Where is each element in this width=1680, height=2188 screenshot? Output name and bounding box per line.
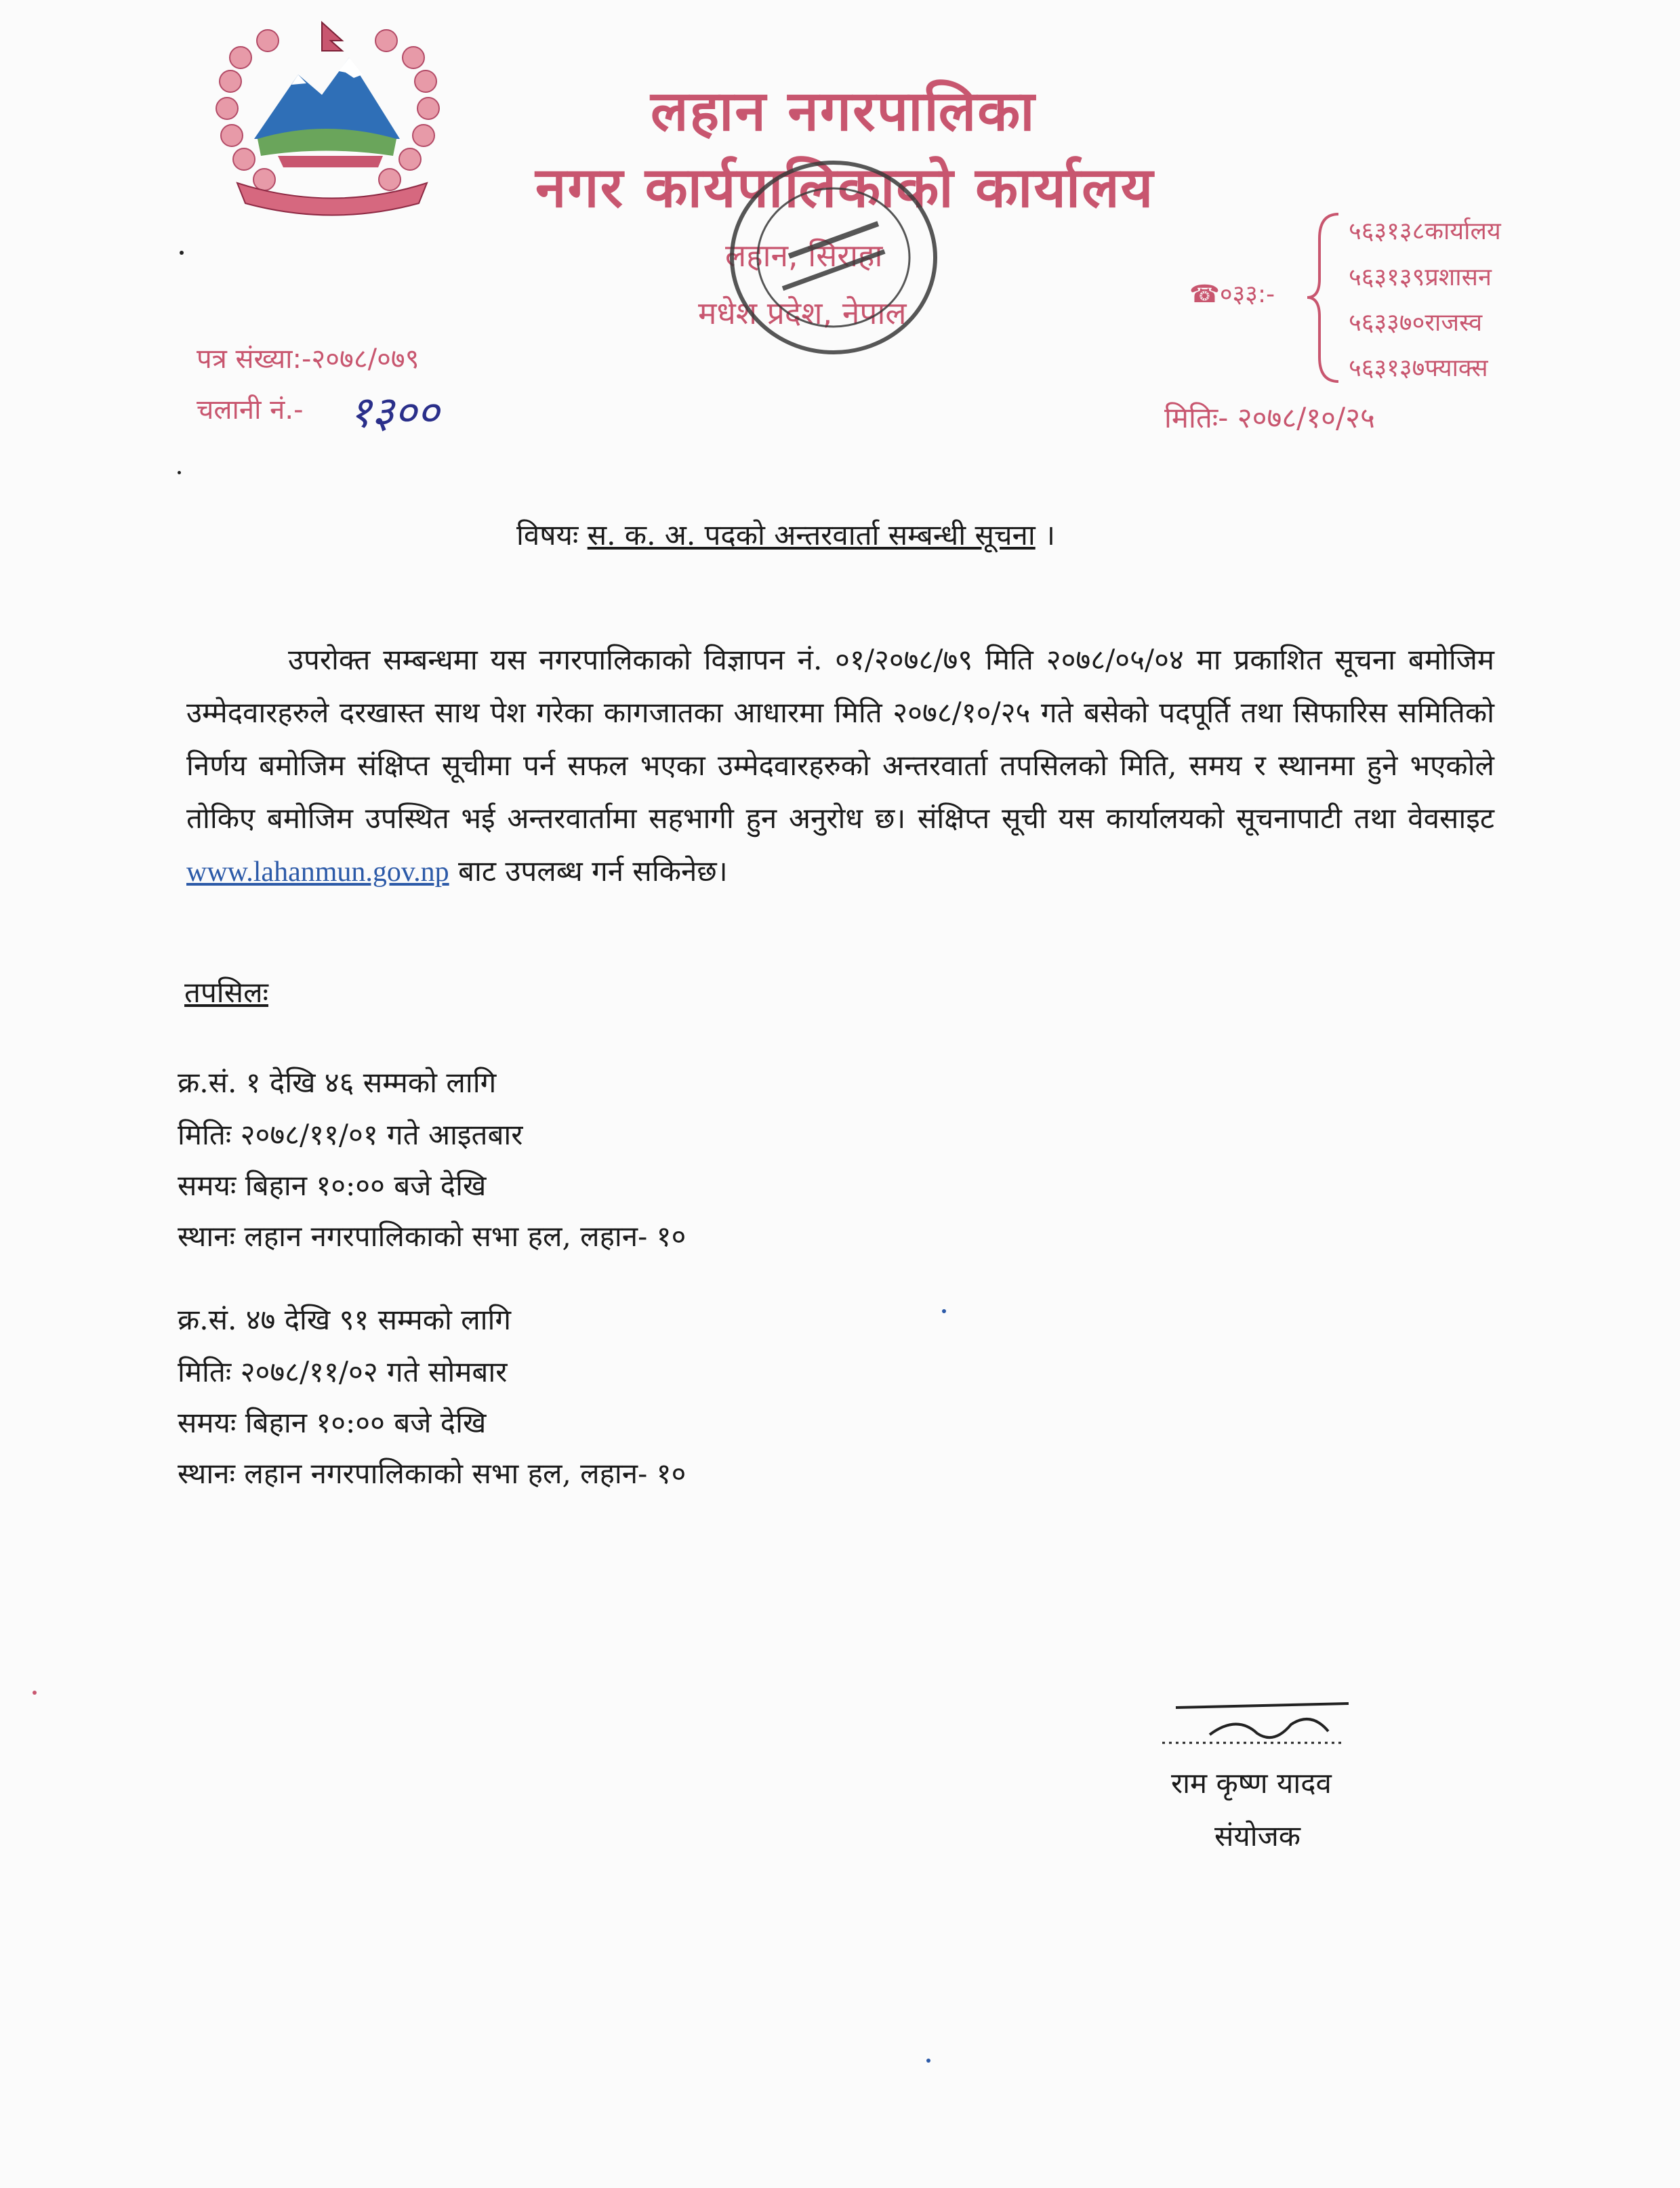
address-line1: लहान, सिराहा bbox=[725, 237, 883, 274]
schedule-1-date: मितिः २०७८/११/०१ गते आइतबार bbox=[178, 1118, 523, 1151]
phone-revenue: ५६३३७०राजस्व bbox=[1349, 309, 1483, 337]
body-text: उपरोक्त सम्बन्धमा यस नगरपालिकाको विज्ञापन नं. ०१/२०७८/७९ मिति २०७८/०५/०४ मा प्रकाशित सूचना बमोजिम उम्मेदवारहरुले दरखास्त साथ पेश गरेका कागजातका आधारमा मिति २०७८/१०/२५ गते बसेको पदपूर्ति तथा सिफारिस समितिको निर्णय बमोजिम संक्षिप्त सूचीमा पर्न सफल भएका उम्मेदवारहरुको अन्तरवार्ता तपसिलको मिति, समय र स्थानमा हुने भएकोले तोकिए बमोजिम उपस्थित भई अन्तरवार्तामा सहभागी हुन अनुरोध छ। संक्षिप्त सूची यस कार्यालयको सूचनापाटी तथा वेवसाइट bbox=[186, 643, 1494, 835]
website-link[interactable]: www.lahanmun.gov.np bbox=[186, 856, 449, 888]
signer-title: संयोजक bbox=[1214, 1819, 1301, 1853]
schedule-1-time: समयः बिहान १०:०० बजे देखि bbox=[178, 1169, 487, 1202]
details-heading: तपसिलः bbox=[184, 976, 269, 1009]
office-seal-stamp bbox=[684, 136, 976, 393]
letter-number: पत्र संख्या:-२०७८/०७९ bbox=[197, 344, 419, 375]
subject-line bbox=[516, 515, 1055, 554]
schedule-2-date: मितिः २०७८/११/०२ गते सोमबार bbox=[178, 1355, 508, 1388]
nepal-emblem-icon bbox=[203, 10, 461, 227]
notice-body bbox=[186, 634, 1494, 899]
subject-text: स. क. अ. पदको अन्तरवार्ता सम्बन्धी सूचना bbox=[587, 518, 1036, 552]
signer-name: राम कृष्ण यादव bbox=[1171, 1767, 1332, 1800]
subject-end: । bbox=[1044, 518, 1055, 552]
scan-speck bbox=[180, 251, 184, 255]
subject-label: विषयः bbox=[516, 518, 579, 552]
phone-office: ५६३१३८कार्यालय bbox=[1349, 218, 1501, 245]
schedule-1-heading: क्र.सं. १ देखि ४६ सम्मको लागि bbox=[178, 1066, 497, 1099]
schedule-2-place: स्थानः लहान नगरपालिकाको सभा हल, लहान- १० bbox=[178, 1457, 687, 1490]
schedule-2-time: समयः बिहान १०:०० बजे देखि bbox=[178, 1406, 487, 1439]
letter-date: मितिः- २०७८/१०/२५ bbox=[1164, 401, 1375, 434]
signature-scribble bbox=[1155, 1694, 1359, 1755]
office-title-line2: नगर कार्यपालिकाको कार्यालय bbox=[535, 156, 1155, 220]
dispatch-number-label: चलानी नं.- bbox=[197, 394, 304, 426]
dispatch-number-handwritten: १३०० bbox=[349, 388, 440, 438]
body-text-end: बाट उपलब्ध गर्न सकिनेछ। bbox=[458, 854, 728, 888]
phone-prefix: ☎०३३:- bbox=[1189, 281, 1275, 308]
phone-fax: ५६३१३७फ्याक्स bbox=[1349, 354, 1488, 382]
scan-speck bbox=[926, 2059, 930, 2063]
scan-speck bbox=[33, 1691, 37, 1695]
office-title-line1: लहान नगरपालिका bbox=[651, 79, 1036, 144]
scan-speck bbox=[942, 1309, 946, 1313]
schedule-1-place: स्थानः लहान नगरपालिकाको सभा हल, लहान- १० bbox=[178, 1220, 687, 1253]
scan-speck bbox=[178, 471, 181, 474]
curly-brace-icon bbox=[1305, 211, 1345, 384]
schedule-2-heading: क्र.सं. ४७ देखि ९१ सम्मको लागि bbox=[178, 1303, 512, 1336]
phone-admin: ५६३१३९प्रशासन bbox=[1349, 264, 1492, 291]
address-line2: मधेश प्रदेश, नेपाल bbox=[698, 295, 907, 331]
